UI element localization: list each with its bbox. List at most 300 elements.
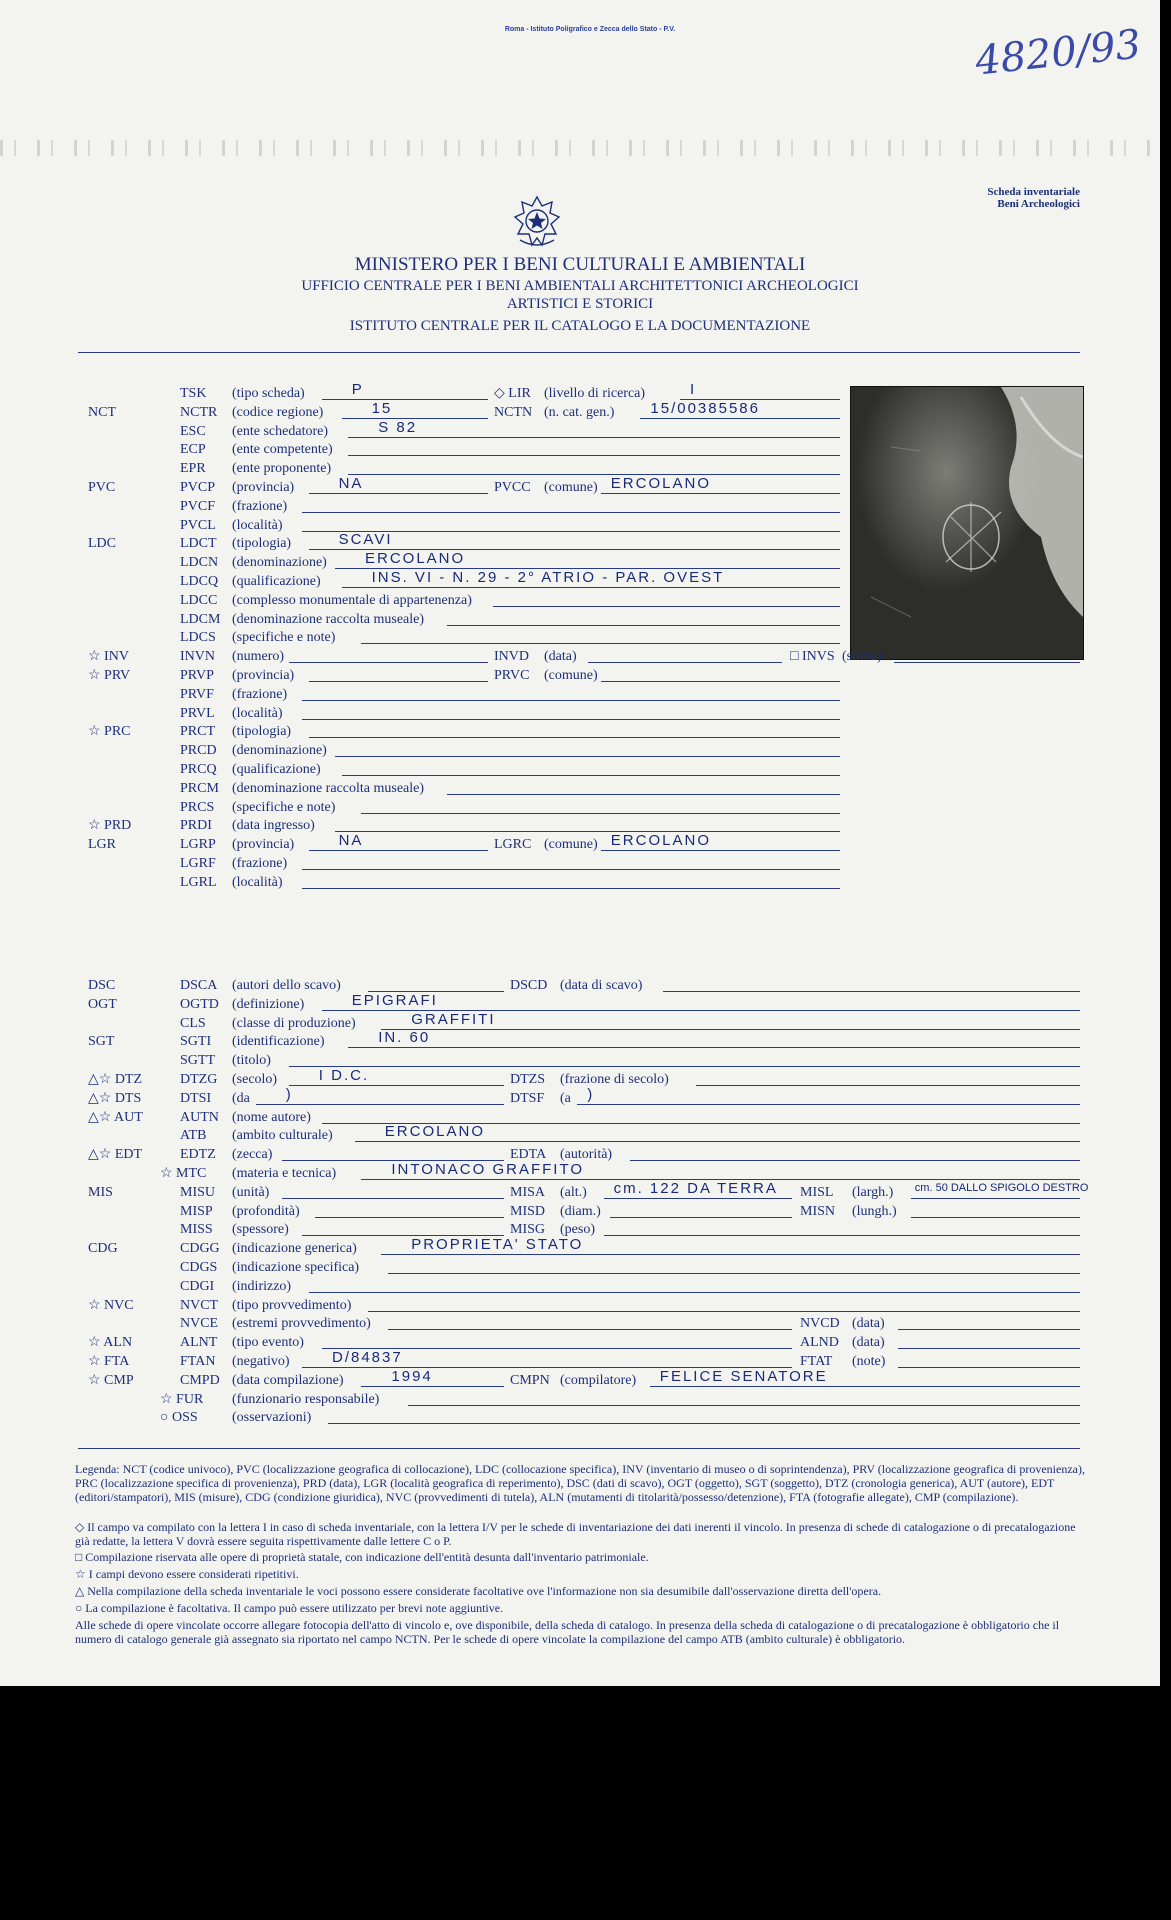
field-line-right (601, 493, 840, 494)
field-line-far (911, 1217, 1080, 1218)
field-code-right: NCTN (494, 404, 533, 420)
field-line (493, 606, 840, 607)
field-code-right: INVD (494, 649, 529, 665)
legend-paragraph: △ Nella compilazione della scheda inventariale le voci possono essere considerate facoltative ove l'informazione non sia desumibile dall'osservazione diretta dell'opera. (75, 1584, 882, 1598)
field-code-far: MISL (800, 1184, 834, 1200)
field-desc: (ambito culturale) (232, 1128, 333, 1144)
field-desc: (complesso monumentale di appartenenza) (232, 592, 472, 608)
form-row (0, 1333, 1160, 1352)
field-desc: (indicazione specifica) (232, 1260, 360, 1275)
field-code-right: ◇ LIR (494, 386, 531, 401)
row-group-label: △☆ AUT (88, 1109, 143, 1125)
field-desc: (ente proponente) (232, 461, 332, 477)
field-line (282, 1198, 504, 1199)
field-line (289, 662, 488, 663)
field-code: MISP (180, 1203, 213, 1219)
field-desc: (indirizzo) (232, 1278, 292, 1294)
field-desc: (materia e tecnica) (232, 1166, 337, 1181)
field-line (342, 587, 840, 588)
field-code-far: ALND (800, 1335, 839, 1351)
form-row (0, 591, 1160, 610)
form-row (0, 1277, 1160, 1296)
field-code: DSCA (180, 978, 218, 993)
row-group-label: NCT (88, 404, 116, 420)
field-value[interactable]: P (351, 381, 364, 398)
form-row (0, 816, 1160, 835)
field-desc: (classe di produzione) (232, 1015, 356, 1031)
field-desc: (funzionario responsabile) (232, 1391, 380, 1407)
field-value[interactable]: ERCOLANO (365, 550, 466, 568)
field-desc-right: (comune) (544, 837, 598, 853)
ministry-office-cont: ARTISTICI E STORICI (506, 296, 654, 312)
row-group-label: △☆ DTS (88, 1090, 142, 1106)
ministry-title: MINISTERO PER I BENI CULTURALI E AMBIENTALI (354, 254, 806, 275)
field-desc: (specifiche e note) (232, 630, 336, 646)
legend-paragraph: ◇ Il campo va compilato con la lettera I in caso di scheda inventariale, con la lettera I/V per le schede di inventariazione dei dati inerenti il vincolo. In presenza di schede di catalogazione o di precatalogazione già redatte, la lettera V dovrà essere seguita rispettivamente dalle lettere C o P. (75, 1520, 1076, 1548)
form-row (0, 531, 1160, 553)
field-value[interactable]: PROPRIETA' STATO (411, 1236, 584, 1254)
row-group-label: OGT (88, 996, 117, 1012)
field-code: ○ OSS (160, 1410, 198, 1426)
field-desc-right: (livello di ricerca) (544, 386, 646, 401)
field-line-far (898, 1329, 1080, 1330)
field-line (361, 813, 840, 814)
field-code: MISS (180, 1222, 213, 1238)
form-row (0, 779, 1160, 798)
field-line-far (898, 1348, 1080, 1349)
row-group-label: ☆ NVC (88, 1297, 134, 1313)
field-desc: (numero) (232, 649, 285, 665)
field-value-right[interactable]: I (690, 381, 697, 398)
field-line (342, 775, 840, 776)
field-code: LDCS (180, 630, 216, 646)
field-code-right: LGRC (494, 837, 532, 853)
field-desc-right: (alt.) (560, 1184, 587, 1200)
field-line (309, 1292, 1080, 1293)
field-code: AUTN (180, 1109, 219, 1125)
field-line (355, 1141, 1080, 1142)
form-row (0, 569, 1160, 591)
handwritten-doc-number: 4820/93 (973, 21, 1144, 85)
field-desc: (frazione) (232, 856, 288, 871)
row-group-label: PVC (88, 480, 116, 495)
field-code: PVCP (180, 480, 216, 495)
form-row (0, 1408, 1160, 1427)
form-row (0, 440, 1160, 459)
field-value-right[interactable]: ERCOLANO (610, 832, 711, 850)
field-desc: (spessore) (232, 1222, 289, 1238)
form-row (0, 722, 1160, 741)
field-desc: (località) (232, 705, 283, 721)
field-line (348, 1047, 1080, 1048)
field-value[interactable]: INS. VI - N. 29 - 2° ATRIO - PAR. OVEST (371, 569, 725, 586)
field-desc: (denominazione raccolta museale) (232, 611, 425, 627)
field-line-right (601, 681, 840, 682)
field-code-far: MISN (800, 1203, 836, 1219)
field-desc: (unità) (232, 1184, 270, 1200)
form-row (0, 991, 1160, 1014)
field-line (309, 850, 488, 851)
field-code: EDTZ (180, 1147, 216, 1163)
field-desc: (data compilazione) (232, 1372, 344, 1388)
form-row (0, 610, 1160, 629)
scan-noise-band (0, 140, 1160, 156)
form-row (0, 1296, 1160, 1315)
field-code: ECP (180, 442, 206, 458)
form-row (0, 685, 1160, 704)
field-value-right[interactable]: 15/00385586 (650, 399, 760, 417)
form-row (0, 1051, 1160, 1070)
field-code: CDGS (180, 1260, 218, 1275)
field-line-far (911, 1198, 1080, 1199)
field-desc: (denominazione raccolta museale) (232, 780, 425, 796)
form-row (0, 475, 1160, 497)
field-code-right: DTZS (510, 1072, 545, 1087)
row-group-label: ☆ INV (88, 649, 129, 665)
form-row (0, 1010, 1160, 1033)
field-code: LDCM (180, 611, 221, 627)
field-line-right (696, 1085, 1080, 1086)
field-code: OGTD (180, 996, 219, 1012)
field-value-right[interactable]: cm. 122 DA TERRA (613, 1179, 778, 1197)
field-line-right (588, 662, 782, 663)
field-code: ATB (180, 1128, 207, 1144)
field-code: CDGG (180, 1241, 220, 1257)
form-row (0, 381, 1160, 403)
form-row (0, 704, 1160, 723)
form-row (0, 798, 1160, 817)
field-desc: (da (232, 1090, 250, 1106)
field-desc: (denominazione) (232, 743, 327, 759)
field-desc: (indicazione generica) (232, 1241, 357, 1257)
field-value[interactable]: SCAVI (338, 531, 393, 549)
field-code: LGRL (180, 874, 217, 890)
field-code: LDCN (180, 555, 219, 571)
field-line (289, 1066, 1080, 1067)
form-row (0, 1314, 1160, 1333)
field-code: NVCT (180, 1297, 219, 1313)
field-desc-far: (data) (852, 1316, 885, 1332)
field-value[interactable]: 15 (371, 399, 393, 417)
field-desc-right: (frazione di secolo) (560, 1072, 669, 1087)
field-code: LGRP (180, 837, 216, 853)
legend-rule (78, 1448, 1080, 1449)
field-line-right (640, 418, 840, 419)
corner-label-line1: Scheda inventariale (987, 186, 1080, 198)
corner-label (960, 186, 1080, 210)
field-value[interactable]: I D.C. (318, 1067, 370, 1084)
field-code-far: NVCD (800, 1316, 840, 1332)
field-code: ALNT (180, 1335, 218, 1351)
row-group-label: ☆ FTA (88, 1354, 130, 1369)
field-line (361, 1386, 504, 1387)
field-desc: (qualificazione) (232, 762, 321, 777)
field-line (368, 1311, 1080, 1312)
row-group-label: ☆ PRV (88, 668, 131, 683)
form-row (0, 1367, 1160, 1390)
field-code: ☆ FUR (160, 1391, 204, 1407)
field-code: PRCM (180, 780, 219, 796)
field-line-far (894, 662, 1080, 663)
field-code: FTAN (180, 1354, 216, 1369)
field-code: PRVP (180, 668, 214, 683)
field-value[interactable]: EPIGRAFI (351, 991, 438, 1009)
field-code-right: MISA (510, 1184, 546, 1200)
ministry-institute: ISTITUTO CENTRALE PER IL CATALOGO E LA DOCUMENTAZIONE (349, 318, 811, 334)
field-desc: (zecca) (232, 1147, 273, 1163)
field-code-far: FTAT (800, 1354, 833, 1369)
field-code: PRCT (180, 724, 216, 740)
row-group-label: SGT (88, 1034, 115, 1050)
form-row (0, 1349, 1160, 1371)
field-desc: (località) (232, 874, 283, 890)
field-value[interactable]: IN. 60 (378, 1029, 431, 1047)
field-value[interactable]: ERCOLANO (384, 1123, 485, 1141)
corner-label-line2: Beni Archeologici (997, 198, 1080, 210)
field-code: INVN (180, 649, 215, 665)
form-row (0, 1258, 1160, 1277)
field-desc: (qualificazione) (232, 574, 321, 589)
field-value-right[interactable]: ) (587, 1085, 595, 1103)
field-desc-far: (data) (852, 1335, 885, 1351)
field-line (302, 888, 840, 889)
field-code: PRCS (180, 799, 215, 815)
field-code: CLS (180, 1015, 206, 1031)
field-code-right: DTSF (510, 1090, 545, 1106)
field-desc-right: (data di scavo) (560, 978, 643, 993)
field-line-right (601, 850, 840, 851)
field-line-right (610, 1217, 792, 1218)
row-group-label: CDG (88, 1241, 118, 1257)
form-row (0, 741, 1160, 760)
form-row (0, 1390, 1160, 1409)
field-desc: (provincia) (232, 668, 295, 683)
field-desc-far: (largh.) (852, 1184, 894, 1200)
field-code: PRCD (180, 743, 217, 759)
row-group-label: △☆ DTZ (88, 1072, 143, 1087)
form-row (0, 854, 1160, 873)
field-code: ESC (180, 423, 206, 439)
field-desc: (data ingresso) (232, 818, 315, 834)
form-row (0, 1085, 1160, 1108)
legend-paragraph: Legenda: NCT (codice univoco), PVC (localizzazione geografica di collocazione), LDC (collocazione specifica), INV (inventario di museo o di soprintendenza), PRV (localizzazione geografica di provenienza), PRC (localizzazione specifica di provenienza), PRD (data), LGR (località geografica di reperimento), DSC (dati di scavo), OGT (oggetto), SGT (soggetto), DTZ (cronologia generica), AUT (autore), EDT (editori/stampatori), MIS (misure), CDG (condizione giuridica), NVC (provvedimenti di tutela), ALN (mutamenti di titolarità/possesso/detenzione), FTA (fotografie allegate), CMP (compilazione). (75, 1462, 1085, 1504)
field-line (322, 399, 488, 400)
field-code: SGTT (180, 1053, 215, 1069)
field-line-right (577, 1104, 1080, 1105)
field-desc: (secolo) (232, 1072, 278, 1087)
header-rule (78, 352, 1080, 353)
form-row (0, 399, 1160, 422)
field-line (447, 625, 840, 626)
row-group-label: △☆ EDT (88, 1147, 143, 1163)
field-line (348, 474, 840, 475)
field-desc: (nome autore) (232, 1109, 311, 1125)
row-group-label: LGR (88, 837, 116, 853)
field-line (302, 512, 840, 513)
field-code: PVCF (180, 498, 216, 514)
field-code-right: DSCD (510, 978, 548, 993)
row-group-label: DSC (88, 978, 116, 993)
field-code-right: MISG (510, 1222, 546, 1238)
field-line (388, 1329, 792, 1330)
field-desc: (negativo) (232, 1354, 290, 1369)
field-line (348, 455, 840, 456)
field-desc-right: (compilatore) (560, 1372, 637, 1388)
printer-credit: Roma - Istituto Poligrafico e Zecca dello Stato - P.V. (504, 26, 676, 33)
field-desc: (tipo scheda) (232, 386, 305, 401)
field-code-right: CMPN (510, 1372, 550, 1388)
field-desc: (località) (232, 517, 283, 533)
field-desc-right: (comune) (544, 480, 598, 495)
field-line-far (898, 1367, 1080, 1368)
field-code: PVCL (180, 517, 216, 533)
legend-paragraph: □ Compilazione riservata alle opere di proprietà statale, con indicazione dell'entità desunta dall'inventario patrimoniale. (75, 1550, 649, 1564)
field-desc: (definizione) (232, 996, 305, 1012)
form-row (0, 647, 1160, 666)
field-code: DTZG (180, 1072, 218, 1087)
field-code-right: EDTA (510, 1147, 547, 1163)
field-code: PRDI (180, 818, 212, 834)
field-desc: (tipo evento) (232, 1335, 304, 1351)
field-line (381, 1029, 1080, 1030)
field-desc: (codice regione) (232, 404, 324, 420)
field-code-far: □ INVS (790, 649, 835, 665)
field-value[interactable]: NA (338, 832, 364, 850)
row-group-label: ☆ PRC (88, 724, 131, 740)
field-value-right[interactable]: ERCOLANO (610, 475, 711, 492)
field-line (302, 700, 840, 701)
field-desc-right: (a (560, 1090, 571, 1106)
field-code: NVCE (180, 1316, 219, 1332)
field-code: LDCQ (180, 574, 219, 589)
form-row (0, 516, 1160, 535)
row-group-label: ☆ PRD (88, 818, 132, 834)
field-line (315, 1217, 504, 1218)
field-desc: (titolo) (232, 1053, 271, 1069)
field-desc: (denominazione) (232, 555, 327, 571)
legend-paragraph: ☆ I campi devono essere considerati ripetitivi. (75, 1567, 299, 1581)
field-line (361, 643, 840, 644)
field-code-right: MISD (510, 1203, 546, 1219)
field-desc: (tipologia) (232, 724, 292, 740)
form-row (0, 976, 1160, 995)
field-code: LDCT (180, 536, 217, 552)
field-line (302, 719, 840, 720)
field-desc: (autori dello scavo) (232, 978, 341, 993)
form-row (0, 873, 1160, 892)
field-value[interactable]: GRAFFITI (411, 1010, 496, 1028)
field-code: SGTI (180, 1034, 212, 1050)
field-value-right[interactable]: FELICE SENATORE (659, 1367, 828, 1385)
field-code: CDGI (180, 1278, 215, 1294)
legend-paragraph: Alle schede di opere vincolate occorre allegare fotocopia dell'atto di vincolo e, ove disponibile, della scheda di catalogo. In presenza della scheda di catalogazione o di precatalogazione è obbligatorio che il numero di catalogo generale già assegnato sia riportato nel campo NCTN. Per le schede di opere vincolate la compilazione del campo ATB (ambito culturale) è obbligatorio. (75, 1618, 1060, 1646)
field-desc: (tipologia) (232, 536, 292, 552)
field-line (309, 681, 488, 682)
field-line (309, 737, 840, 738)
field-desc: (profondità) (232, 1203, 300, 1219)
field-line (256, 1104, 504, 1105)
emblem-icon (512, 194, 562, 255)
field-line (388, 1273, 1080, 1274)
field-line (289, 1085, 504, 1086)
field-code: EPR (180, 461, 206, 477)
field-line-right (650, 1386, 1080, 1387)
field-code-right: PRVC (494, 668, 530, 683)
field-desc: (ente schedatore) (232, 423, 328, 439)
field-line-right (630, 1160, 1080, 1161)
form-row (0, 1067, 1160, 1089)
field-desc-right: (diam.) (560, 1203, 601, 1219)
field-value[interactable]: D/84837 (332, 1349, 403, 1366)
field-line (335, 831, 840, 832)
field-code: PRVL (180, 705, 215, 721)
field-value[interactable]: NA (338, 475, 364, 492)
row-group-label: MIS (88, 1184, 113, 1200)
field-line (447, 794, 840, 795)
field-value[interactable]: ) (285, 1085, 293, 1103)
field-code: TSK (180, 386, 207, 401)
form-row (0, 666, 1160, 685)
field-desc: (frazione) (232, 686, 288, 702)
field-value-far[interactable]: cm. 50 DALLO SPIGOLO DESTRO (914, 1181, 1089, 1194)
field-desc: (identificazione) (232, 1034, 325, 1050)
form-row (0, 760, 1160, 779)
field-line (309, 493, 488, 494)
field-desc-right: (data) (544, 649, 577, 665)
field-code: NCTR (180, 404, 218, 420)
form-row (0, 459, 1160, 478)
form-row (0, 418, 1160, 441)
field-code: PRCQ (180, 762, 217, 777)
field-desc: (provincia) (232, 837, 295, 853)
field-code: MISU (180, 1184, 216, 1200)
field-value[interactable]: 1994 (391, 1367, 433, 1385)
field-code: LDCC (180, 592, 218, 608)
form-row (0, 1123, 1160, 1145)
field-code: CMPD (180, 1372, 220, 1388)
field-desc-right: (n. cat. gen.) (544, 404, 615, 420)
row-group-label: ☆ CMP (88, 1372, 134, 1388)
field-desc: (tipo provvedimento) (232, 1297, 352, 1313)
field-line-right (604, 1198, 792, 1199)
field-desc: (osservazioni) (232, 1410, 312, 1426)
form-row (0, 628, 1160, 647)
row-group-label: LDC (88, 536, 116, 552)
field-desc-right: (peso) (560, 1222, 595, 1238)
field-desc: (estremi provvedimento) (232, 1316, 371, 1332)
field-desc-far: (lungh.) (852, 1203, 897, 1219)
field-line-right (604, 1235, 1080, 1236)
field-code: LGRF (180, 856, 216, 871)
field-value[interactable]: INTONACO GRAFFITO (391, 1161, 585, 1178)
form-row (0, 1179, 1160, 1202)
form-row (0, 1108, 1160, 1127)
form-row (0, 1029, 1160, 1051)
field-desc: (specifiche e note) (232, 799, 336, 815)
field-desc-right: (comune) (544, 668, 598, 683)
form-row (0, 1236, 1160, 1258)
form-row (0, 497, 1160, 516)
field-line-right (663, 991, 1080, 992)
form-row (0, 832, 1160, 854)
field-line (408, 1405, 1080, 1406)
field-value[interactable]: S 82 (378, 418, 418, 436)
row-group-label: ☆ ALN (88, 1335, 133, 1351)
ministry-office: UFFICIO CENTRALE PER I BENI AMBIENTALI ARCHITETTONICI ARCHEOLOGICI (301, 278, 859, 294)
field-code-right: PVCC (494, 480, 531, 495)
field-line (328, 1423, 1080, 1424)
field-desc: (ente competente) (232, 442, 333, 458)
